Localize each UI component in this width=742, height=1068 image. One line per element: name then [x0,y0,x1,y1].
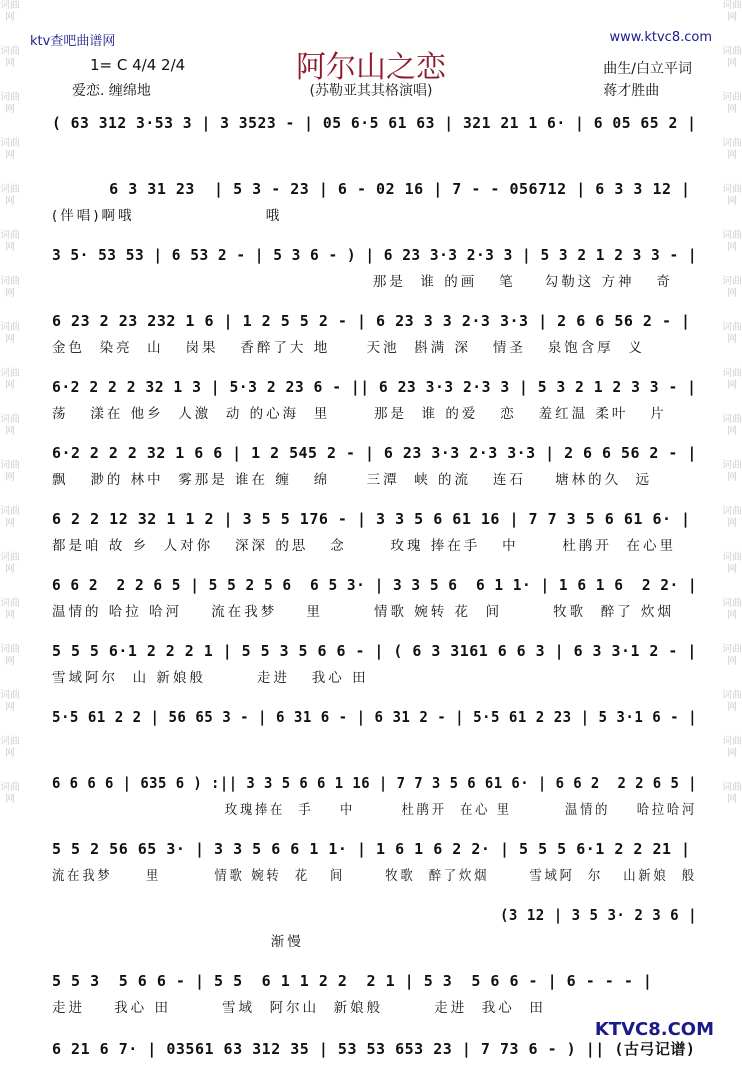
score-row [52,840,697,884]
lyric-line: 金色 染亮 山 岗果 香醉了大 地 天池 斟满 深 情圣 泉饱含厚 义 [52,340,645,356]
notation-line: 6 6 6 6 | 635 6 ) :|| 3 3 5 6 6 1 16 | 7 7 3 5 6 61 6· | 6 6 2 2 2 6 5 | [52,774,697,792]
score-row [52,246,697,290]
lyric-line: 走进 我心 田 雪域 阿尔山 新娘般 走进 我心 田 [52,1000,546,1016]
score-row [52,642,697,686]
notation-line: 5 5 5 6·1 2 2 2 1 | 5 5 3 5 6 6 - | ( 6 3 3161 6 6 3 | 6 3 3·1 2 - | [52,642,697,660]
notation-line: 5 5 3 5 6 6 - | 5 5 6 1 1 2 2 2 1 | 5 3 5 6 6 - | 6 - - - | [52,972,653,990]
notation-line: 6 21 6 7· | 03561 63 312 35 | 53 53 653 23 | 7 73 6 - ) || (古弓记谱) [52,1040,696,1058]
score-row [52,774,697,818]
score-row [52,1038,697,1065]
notation-line: 6 6 2 2 2 6 5 | 5 5 2 5 6 6 5 3· | 3 3 5 6 6 1 1· | 1 6 1 6 2 2· | [52,576,698,594]
lyric-line: 都是咱 故 乡 人对你 深深 的思 念 玫瑰 捧在手 中 杜鹃开 在心里 [52,538,676,554]
site-logo[interactable]: KTVC8.COM [594,1019,714,1040]
notation-line: 6·2 2 2 2 32 1 6 6 | 1 2 545 2 - | 6 23 3·3 2·3 3·3 | 2 6 6 56 2 - | [52,444,697,462]
notation-line: 3 5· 53 53 | 6 53 2 - | 5 3 6 - ) | 6 23 3·3 2·3 3 | 5 3 2 1 2 3 3 - | [52,246,698,264]
score-row [52,906,697,950]
score-row [52,312,697,356]
notation-line: 6 3 31 23 | 5 3 - 23 | 6 - 02 16 | 7 - - 056712 | 6 3 3 12 | [52,180,691,198]
key-signature: 1= C 4/4 2/4 [90,56,186,74]
lyric-line: 那是 谁 的画 笔 勾勒这 方神 奇 [52,274,673,290]
site-name-left[interactable]: ktv查吧曲谱网 [30,34,116,49]
notation-line: 5·5 61 2 2 | 56 65 3 - | 6 31 6 - | 6 31 2 - | 5·5 61 2 23 | 5 3·1 6 - | [52,708,698,726]
lyric-line: (伴唱)啊哦 哦 [52,208,283,224]
score-row [52,180,697,224]
lyric-line: 飘 渺的 林中 雾那是 谁在 缠 绵 三潭 峡 的流 连石 塘林的久 远 [52,472,653,488]
notation-line: 6 2 2 12 32 1 1 2 | 3 5 5 176 - | 3 3 5 6 61 16 | 7 7 3 5 6 61 6· | [52,510,691,528]
lyric-line: 渐慢 [52,934,304,950]
site-url-right[interactable]: www.ktvc8.com [609,30,712,45]
score-row [52,972,697,1016]
composer-credit: 曲生/白立平词 [603,61,692,77]
notation-line: (3 12 | 3 5 3· 2 3 6 | [52,906,698,924]
lyric-line: 雪域阿尔 山 新娘般 走进 我心 田 [52,670,369,686]
lyric-line: 荡 漾在 他乡 人激 动 的心海 里 那是 谁 的爱 恋 羞红温 柔叶 片 [52,406,667,422]
mood-marking: 爱恋. 缠绵地 [72,83,151,99]
side-watermark-left: 词曲网 词曲网 词曲网 词曲网 词曲网 词曲网 词曲网 词曲网 词曲网 词曲网 词曲网 词曲网 词曲网 词曲网 词曲网 词曲网 词曲网 词曲网 [0,0,20,805]
credits [603,58,692,102]
lyric-line: 温情的 哈拉 哈河 流在我梦 里 情歌 婉转 花 间 牧歌 醉了 炊烟 [52,604,675,620]
lyric-line: 流在我梦 里 情歌 婉转 花 间 牧歌 醉了炊烟 雪域阿 尔 山新娘 般 [52,868,698,884]
score-row [52,576,697,620]
score-row [52,378,697,422]
side-watermark-right: 词曲网 词曲网 词曲网 词曲网 词曲网 词曲网 词曲网 词曲网 词曲网 词曲网 词曲网 词曲网 词曲网 词曲网 词曲网 词曲网 词曲网 词曲网 [722,0,742,805]
song-title: 阿尔山之恋 [296,50,446,85]
score-row [52,114,697,138]
singer-subtitle: (苏勒亚其其格演唱) [309,83,433,99]
score-row [52,510,697,554]
notation-line: 6 23 2 23 232 1 6 | 1 2 5 5 2 - | 6 23 3 3 2·3 3·3 | 2 6 6 56 2 - | [52,312,691,330]
notation-line: ( 63 312 3·53 3 | 3 3523 - | 05 6·5 61 63 | 321 21 1 6· | 6 05 65 2 | [52,114,697,132]
notation-line: 6·2 2 2 2 32 1 3 | 5·3 2 23 6 - || 6 23 3·3 2·3 3 | 5 3 2 1 2 3 3 - | [52,378,697,396]
lyric-line: 玫瑰捧在 手 中 杜鹃开 在心 里 温情的 哈拉哈河 [52,802,697,818]
lyricist-credit: 蒋才胜曲 [603,83,660,99]
score-row [52,444,697,488]
notation-line: 5 5 2 56 65 3· | 3 3 5 6 6 1 1· | 1 6 1 6 2 2· | 5 5 5 6·1 2 2 21 | [52,840,691,858]
score-row [52,708,697,732]
